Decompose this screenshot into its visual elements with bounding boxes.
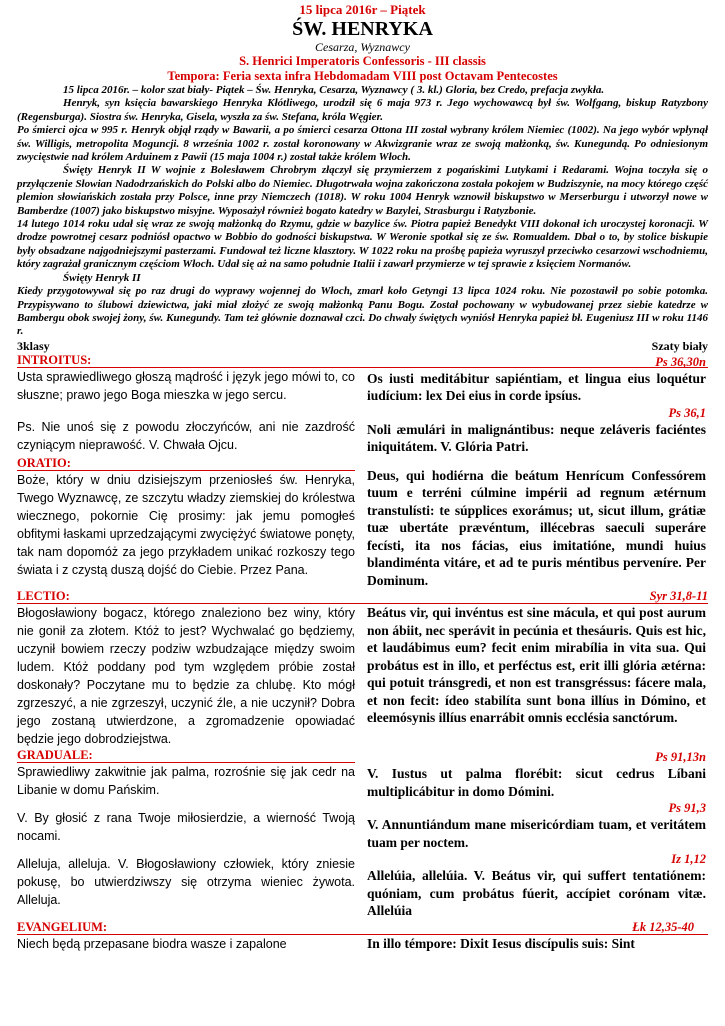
- date-line: 15 lipca 2016r – Piątek: [299, 2, 426, 17]
- graduale-latin-2: V. Annuntiándum mane misericórdiam tuam, et veritátem tuam per noctem.: [367, 817, 706, 850]
- tempora: Tempora: Feria sexta infra Hebdomadam VIII post Octavam Pentecostes: [167, 69, 558, 83]
- lectio-polish: Błogosławiony bogacz, którego znaleziono bez winy, który nie gonił za złotem. Któż to jest? Wychwalać go będziemy, uczynił bowiem rzeczy podziw wzbudzające między swoim ludem. Któż poddany pod tym względem próbie został doskonały? Poczytane mu to będzie za chlubę. Kto mógł zgrzeszyć, a nie zgrzeszył, uczynić źle, a nie uczynił? Dobra jego zostaną utwierdzone, a zgromadzenie opowiadać będzie jego dobrodziejstwa.: [17, 606, 355, 747]
- graduale-ref-1: Ps 91,13n: [655, 750, 706, 765]
- graduale-polish-3: Alleluja, alleluja. V. Błogosławiony człowiek, który zniesie pokusę, bo utwierdziwszy się otrzyma wieniec żywota. Alleluja.: [17, 857, 355, 908]
- oratio-latin: Deus, qui hodiérna die beátum Henrícum Confessórem tuum e terréni cúlmine impérii ad regnum ætérnum transtulísti: te súpplices exorámus; ut, sicut illum, grátiæ tuæ ubertáte prævéntum, illécebras saeculi superáre fecísti, ita nos fácias, eius imitatióne, mundi huius blandiménta vitáre, et ad te puris méntibus perveníre. Per Dominum.: [367, 467, 706, 588]
- intro-paragraph: Święty Henryk II W wojnie z Bolesławem Chrobrym złączył się przymierzem z pogańskimi Lutykami i Redarami. Wojna toczyła się o przyłączenie Słowian Nadodrzańskich do Polski albo do Niemiec. Długotrwała wojna zakończona została pokojem w Budziszynie, na mocy którego część plemion słowiańskich została przy Polsce, inne przy Niemczech (1018). W roku 1004 Henryk wznowił biskupstwo w Merserburgu i utworzył nowe w Bamberdze (1007) jako biskupstwo misyjne. Wyposażył również bogato katedry w Bazylei, Strasburgu i Ratyzbonie.: [17, 164, 708, 217]
- evangelium-label: EVANGELIUM:: [17, 919, 108, 934]
- graduale-label: GRADUALE:: [17, 748, 93, 763]
- graduale-ref-3: Iz 1,12: [671, 852, 706, 867]
- lectio-ref: Syr 31,8-11: [649, 589, 708, 604]
- introitus-label: INTROITUS:: [17, 352, 92, 367]
- evangelium-heading: [17, 920, 708, 935]
- intro-paragraph: Święty Henryk II: [63, 271, 141, 284]
- oratio-section: [17, 467, 708, 590]
- intro-paragraph: Kiedy przygotowywał się po raz drugi do wyprawy wojennej do Włoch, zmarł koło Getyngi 13 lipca 1024 roku. Nie pozostawił po sobie potomka. Przypisywano to ślubowi dziewictwa, jaki miał złożyć ze swoją małżonką Panu Bogu. Został pochowany w wybudowanej przez siebie katedrze w Bambergu obok swojej żony, św. Kunegundy. Tam też głównie doznawał czci. Do chwały świętych wyniósł Henryka papież bł. Eugeniusz III w roku 1146 r.: [17, 285, 708, 338]
- oratio-heading: [17, 456, 355, 471]
- evangelium-polish: Niech będą przepasane biodra wasze i zapalone: [17, 936, 287, 951]
- oratio-label: ORATIO:: [17, 455, 71, 470]
- introitus-ref-1: Ps 36,30n: [655, 354, 706, 369]
- oratio-polish: Boże, który w dniu dzisiejszym przeniosłeś św. Henryka, Twego Wyznawcę, ze szczytu władzy ziemskiej do królestwa wiecznego, pokornie Cię prosimy: jak jemu pomogłeś obfitymi łaskami uprzedzającymi zwyciężyć światowe ponęty, tak nam dopomóż za jego przykładem unikać rozkoszy tego świata i z czystą duszą dojść do Ciebie. Przez Pana.: [17, 472, 355, 577]
- lectio-label: LECTIO:: [17, 589, 70, 604]
- introitus-polish-1: Usta sprawiedliwego głoszą mądrość i język jego mówi to, co słuszne; prawo jego Boga mieszka w jego sercu.: [17, 369, 355, 402]
- class-bar: [17, 339, 708, 353]
- graduale-latin-3: Allelúia, allelúia. V. Beátus vir, qui suffert tentatiónem: quóniam, cum probátus fúerit, accípiet corónam vitæ. Allelúia: [367, 868, 706, 919]
- vestment-color: Szaty biały: [651, 338, 708, 353]
- evangelium-latin: In illo témpore: Dixit Iesus discípulis suis: Sint: [367, 935, 635, 951]
- introitus-ref-2: Ps 36,1: [668, 405, 706, 420]
- subtitle: Cesarza, Wyznawcy: [315, 40, 410, 54]
- introitus-latin-2: Noli æmulári in malignántibus: neque zeláveris faciéntes iniquitátem. V. Glória Patri.: [367, 421, 706, 455]
- lectio-heading: [17, 589, 708, 604]
- page-title: ŚW. HENRYKA: [292, 18, 433, 40]
- evangelium-section: [17, 935, 708, 953]
- intro-paragraph: Po śmierci ojca w 995 r. Henryk objął rządy w Bawarii, a po śmierci cesarza Ottona III został wybrany królem Niemiec (1002). Na jego wybór wpłynął św. Willigis, metropolita Moguncji. 8 września 1002 r. został koronowany w Akwizgranie wraz ze swoją małżonką, św. Kunegundą. Po odniesionym zwycięstwie nad królem Arduinem z Pawii (15 maja 1004 r.) został także królem Włoch.: [17, 124, 708, 164]
- introitus-polish-2: Ps. Nie unoś się z powodu złoczyńców, ani nie zazdrość czyniącym nieprawość. V. Chwała Ojcu.: [17, 419, 355, 452]
- intro-text: [17, 84, 708, 339]
- page: [0, 2, 725, 1026]
- latin-title: S. Henrici Imperatoris Confessoris - III classis: [239, 54, 486, 68]
- lectio-latin: Beátus vir, qui invéntus est sine mácula, et qui post aurum non ábiit, nec sperávit in pecúnia et thesáuris. Quis est hic, et laudábimus eum? fecit enim mirabília in vita sua. Qui probátus est in illo, et perféctus est, erit illi glória ætérna: qui potuit tránsgredi, et non est transgréssus: fácere mala, et non fecit: ídeo stabilíta sunt bona illíus in Dómino, et eleemósynis illíus enarrábit omnis ecclésia sanctórum.: [367, 605, 706, 726]
- graduale-polish-1: Sprawiedliwy zakwitnie jak palma, rozrośnie się jak cedr na Libanie w domu Pańskim.: [17, 765, 355, 798]
- graduale-ref-2: Ps 91,3: [668, 801, 706, 816]
- evangelium-ref: Łk 12,35-40: [632, 919, 694, 934]
- graduale-heading: [17, 748, 355, 763]
- intro-paragraph: 15 lipca 2016r. – kolor szat biały- Piątek – Św. Henryka, Cesarza, Wyznawcy ( 3. kl.) Gloria, bez Credo, prefacja zwykła.: [63, 84, 605, 96]
- lectio-section: [17, 604, 708, 748]
- graduale-latin-1: V. Iustus ut palma florébit: sicut cedrus Líbani multiplicábitur in domo Dómini.: [367, 766, 706, 799]
- graduale-polish-2: V. By głosić z rana Twoje miłosierdzie, a wierność Twoją nocami.: [17, 811, 355, 844]
- intro-paragraph: Henryk, syn księcia bawarskiego Henryka Kłótliwego, urodził się 6 maja 973 r. Jego wychowawcą był św. Wolfgang, biskup Ratyzbony (Regensburga). Siostra św. Henryka, Gisela, wyszła za św. Stefana, króla Węgier.: [17, 97, 708, 123]
- class-label: 3klasy: [17, 338, 50, 353]
- introitus-latin-1: Os iusti meditábitur sapiéntiam, et lingua eius loquétur iudícium: lex Dei eius in corde ipsíus.: [367, 370, 706, 404]
- intro-paragraph: 14 lutego 1014 roku udał się wraz ze swoją małżonką do Rzymu, gdzie w bazylice św. Piotra papież Benedykt VIII dokonał ich uroczystej koronacji. W drodze powrotnej cesarz podniósł opactwo w Bobbio do godności biskupstwa. W Weronie spotkał się ze św. Romualdem. Dbał o to, by stolice biskupie były obsadzane najgodniejszymi pasterzami. Fundował też liczne klasztory. W 1022 roku na prośbę papieża wyruszył przeciwko cesarzowi wschodniemu, który zagrażał granicznym częściom Włoch. Udał się aż na samo południe Italii i zawarł przymierze w tej sprawie z księciem Normanów.: [17, 218, 708, 271]
